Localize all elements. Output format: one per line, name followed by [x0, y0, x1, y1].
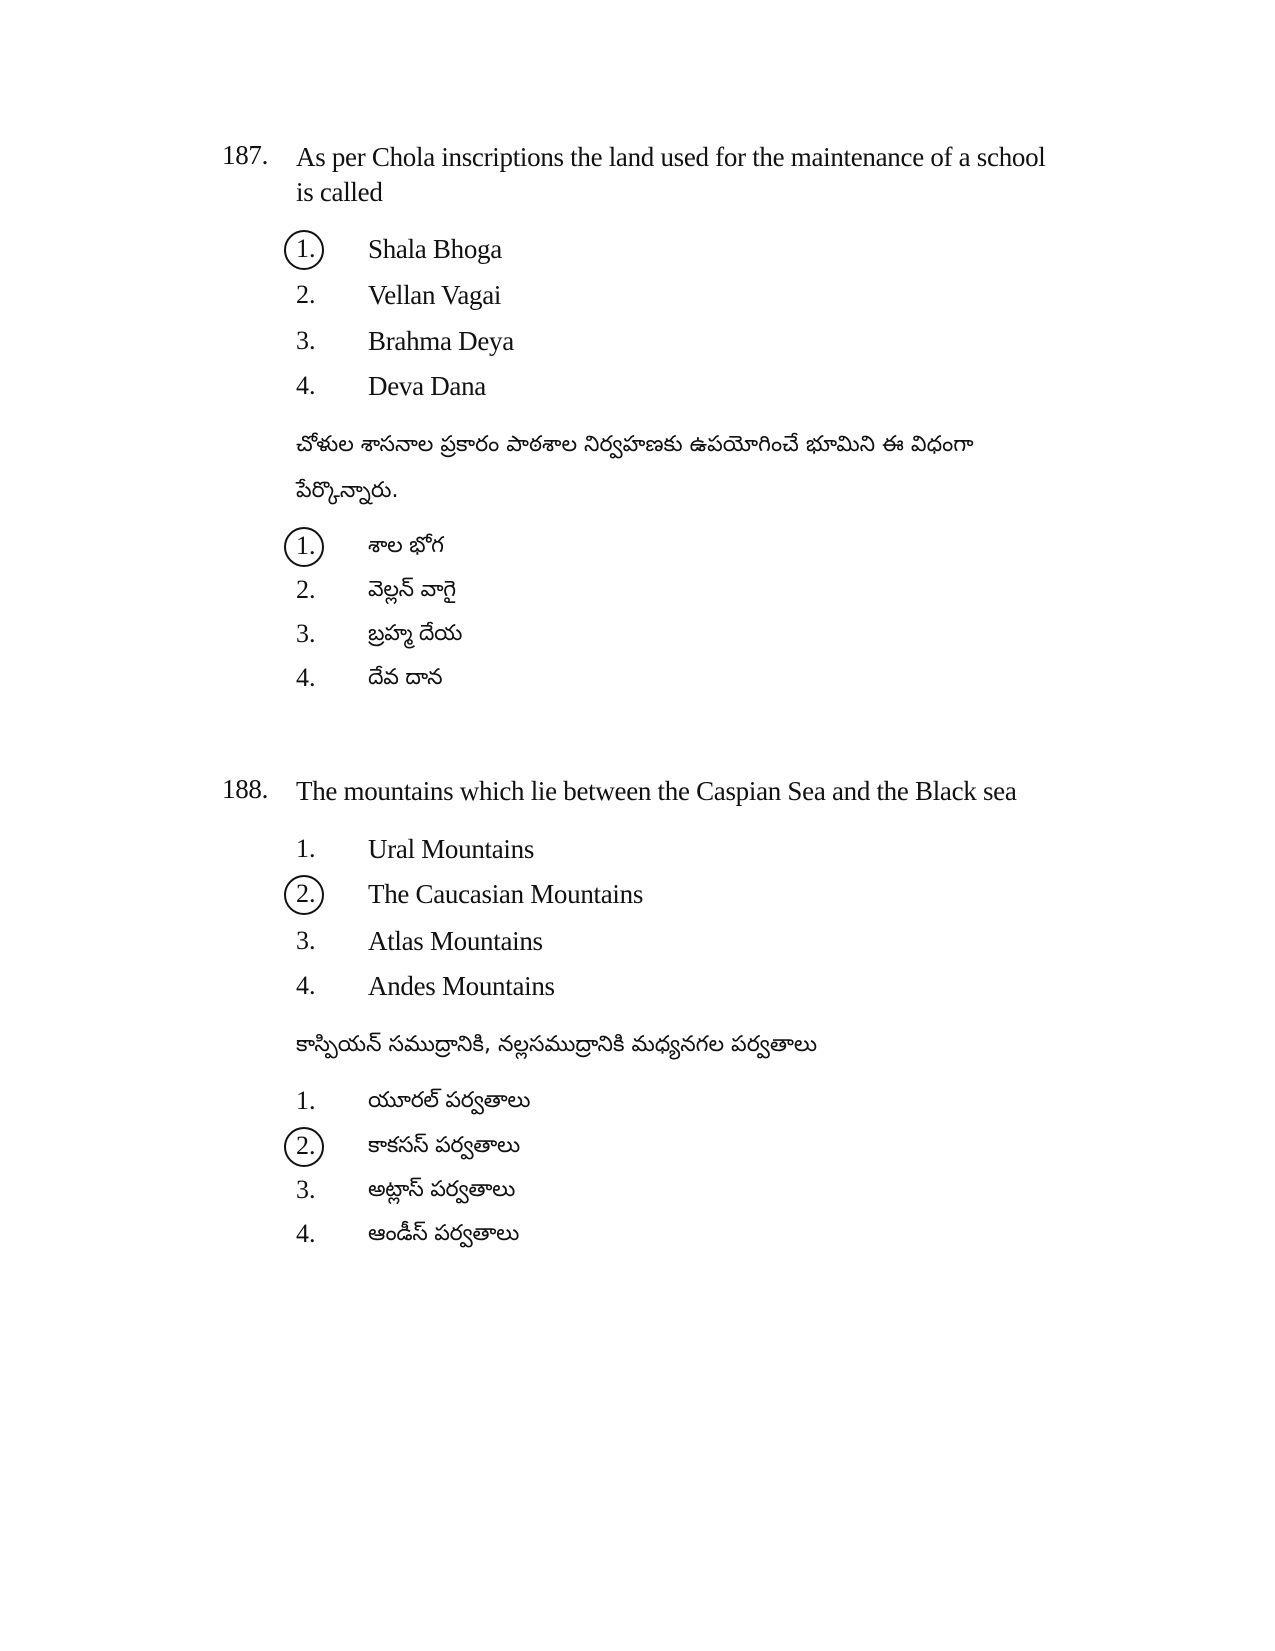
question-number: 188.	[222, 774, 269, 804]
option-label: Deva Dana	[368, 371, 486, 401]
option-te-1[interactable]	[0, 1081, 900, 1121]
option-te-3[interactable]	[0, 614, 900, 654]
option-number: 3.	[296, 926, 316, 955]
option-label: Vellan Vagai	[368, 280, 502, 310]
option-en-1[interactable]	[0, 829, 900, 869]
option-label: వెల్లన్ వాగై	[368, 577, 456, 602]
option-label: దేవ దాన	[368, 665, 443, 690]
option-number: 1.	[296, 1086, 316, 1115]
option-en-3[interactable]	[0, 921, 900, 961]
option-label: Andes Mountains	[368, 971, 555, 1001]
option-label: Brahma Deya	[368, 326, 514, 356]
option-label: కాకసస్ పర్వతాలు	[368, 1133, 520, 1158]
option-en-1[interactable]	[0, 229, 900, 269]
option-label: Shala Bhoga	[368, 234, 502, 264]
option-en-4[interactable]	[0, 966, 900, 1006]
option-te-4[interactable]	[0, 1214, 900, 1254]
option-number-circled: 2.	[296, 874, 316, 914]
option-number: 3.	[296, 1175, 316, 1204]
option-number: 4.	[296, 663, 316, 692]
option-te-1[interactable]	[0, 526, 900, 566]
option-number: 1.	[296, 834, 316, 863]
option-te-2[interactable]	[0, 1126, 900, 1166]
option-label: బ్రహ్మ దేయ	[368, 621, 463, 646]
question-text-english: As per Chola inscriptions the land used for the maintenance of a school is called	[296, 142, 1046, 207]
option-label: శాల భోగ	[368, 533, 444, 558]
option-en-2[interactable]	[0, 275, 900, 315]
option-number-circled: 2.	[296, 1126, 316, 1166]
option-number: 2.	[296, 575, 316, 604]
option-label: యూరల్ పర్వతాలు	[368, 1088, 531, 1113]
option-number-circled: 1.	[296, 526, 316, 566]
question-text-english: The mountains which lie between the Caspian Sea and the Black sea	[296, 776, 1017, 806]
option-number: 3.	[296, 619, 316, 648]
option-label: ఆండీస్ పర్వతాలు	[368, 1221, 520, 1246]
question-text-telugu: చోళుల శాసనాల ప్రకారం పాఠశాల నిర్వహణకు ఉపయోగించే భూమిని ఈ విధంగా పేర్కొన్నారు.	[296, 432, 974, 503]
option-te-4[interactable]	[0, 658, 900, 698]
question-text-telugu: కాస్పియన్ సముద్రానికి, నల్లసముద్రానికి మధ్యనగల పర్వతాలు	[296, 1032, 818, 1057]
option-te-2[interactable]	[0, 570, 900, 610]
option-en-3[interactable]	[0, 321, 900, 361]
option-en-4[interactable]	[0, 366, 900, 406]
option-number: 2.	[296, 280, 316, 309]
option-te-3[interactable]	[0, 1170, 900, 1210]
option-label: అట్లాస్ పర్వతాలు	[368, 1177, 516, 1202]
option-number: 4.	[296, 1219, 316, 1248]
option-label: Ural Mountains	[368, 834, 535, 864]
option-label: Atlas Mountains	[368, 926, 543, 956]
option-label: The Caucasian Mountains	[368, 879, 644, 909]
option-number: 4.	[296, 371, 316, 400]
option-number-circled: 1.	[296, 229, 316, 269]
question-number: 187.	[222, 140, 269, 170]
option-number: 3.	[296, 326, 316, 355]
option-en-2[interactable]	[0, 874, 900, 914]
option-number: 4.	[296, 971, 316, 1000]
